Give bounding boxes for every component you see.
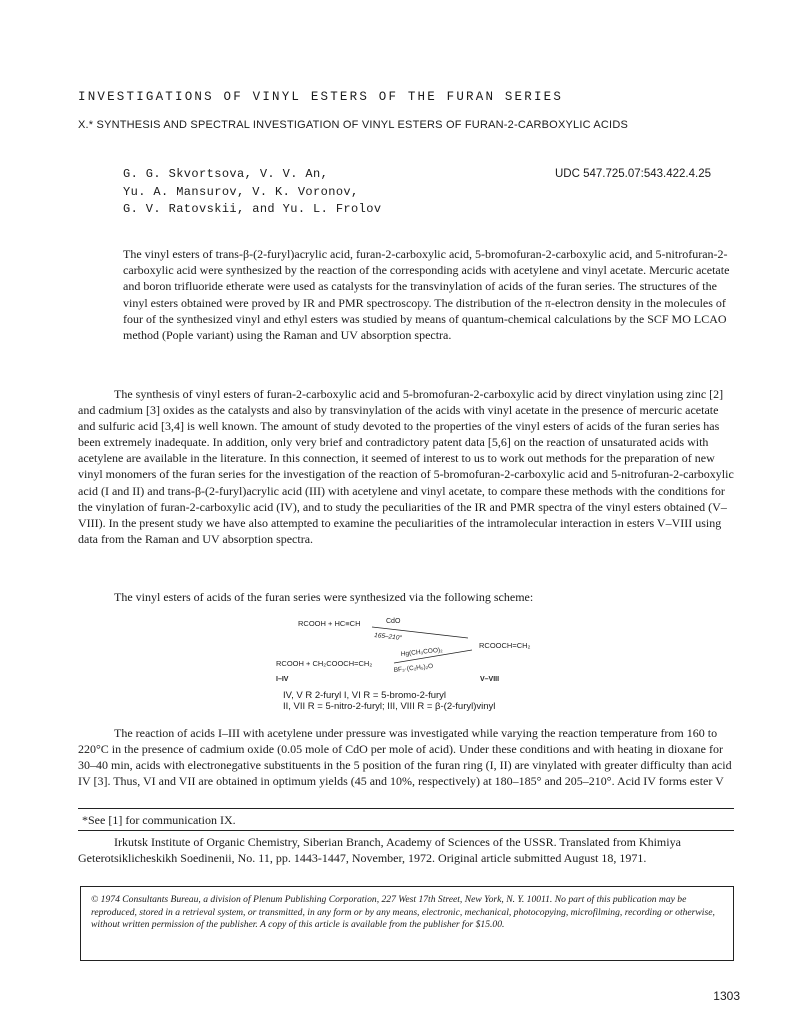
scheme-catalyst-cdo: CdO — [386, 618, 401, 625]
body-paragraph: The reaction of acids I–III with acetylene under pressure was investigated while varying the reaction temperature from 160 to 220°C in the presence of cadmium oxide (0.05 mole of CdO per mole of acid). Under these conditions and with heating in dioxane for 30–40 min, acids with electronegative substituents in the 5 position of the furan ring (I, II) are vinylated with greater difficulty than acid IV [3]. Thus, VI and VII are obtained in optimum yields (45 and 10%, respectively) at 180–185° and 205–210°. Acid IV forms ester V — [78, 726, 732, 789]
scheme-catalyst-hg: Hg(CH₃COO)₂ — [400, 646, 443, 658]
affiliation-divider — [78, 830, 734, 831]
scheme-reactant-2: RCOOH + CH₂COOCH=CH₂ — [276, 659, 373, 668]
affiliation-note: Irkutsk Institute of Organic Chemistry, Siberian Branch, Academy of Sciences of the USSR. Translated from Khimiya Geterotsiklicheskikh Soedinenii, No. 11, pp. 1443-1447, November, 1972. Original article submitted August 18, 1971. — [78, 835, 681, 866]
author-line: Yu. A. Mansurov, V. K. Voronov, — [123, 184, 359, 199]
scheme-intro: The vinyl esters of acids of the furan series were synthesized via the following scheme: — [114, 590, 534, 604]
scheme-label-products: V–VIII — [480, 676, 500, 683]
body-paragraph: The synthesis of vinyl esters of furan-2-carboxylic acid and 5-bromofuran-2-carboxylic acid by direct vinylation using zinc [2] and cadmium [3] oxides as the catalysts and also by transvinylation of the acids with vinyl acetate in the presence of mercuric acetate and sulfuric acid [3,4] is well known. The amount of study devoted to the properties of the vinyl esters of acids of the furan series has been extremely inadequate. In addition, only very brief and contradictory patent data [5,6] on the reaction of unsaturated acids with acetylene are available in the literature. In this connection, it seemed of interest to us to work out methods for the preparation of new vinyl monomers of the furan series for the investigation of the reaction of 5-bromofuran-2-carboxylic acid and 5-nitrofuran-2-carboxylic acid (I and II) and trans-β-(2-furyl)acrylic acid (III) with acetylene and vinyl acetate, to compare these methods with the conditions for the vinylation of furan-2-carboxylic acid (IV), and to study the peculiarities of the IR and PMR spectra of the vinyl esters obtained (V–VIII). In the present study we have also attempted to examine the peculiarities of the intramolecular interaction in esters V–VIII using data from the Raman and UV absorption spectra. — [78, 387, 734, 546]
scheme-catalyst-bf3: BF₃·(C₂H₅)₂O — [393, 662, 434, 674]
scheme-legend — [283, 690, 543, 712]
author-list — [123, 166, 453, 219]
series-title: INVESTIGATIONS OF VINYL ESTERS OF THE FURAN SERIES — [78, 90, 564, 104]
scheme-label-reactants: I–IV — [276, 676, 289, 683]
footnote-divider — [78, 808, 734, 809]
legend-line: IV, V R 2-furyl I, VI R = 5-bromo-2-furyl — [283, 690, 447, 701]
scheme-condition: 165–210° — [373, 632, 403, 642]
page-number: 1303 — [713, 989, 740, 1003]
scheme-reactant-1: RCOOH + HC≡CH — [298, 619, 361, 628]
author-line: G. V. Ratovskii, and Yu. L. Frolov — [123, 202, 382, 216]
udc-code: UDC 547.725.07:543.422.4.25 — [555, 168, 712, 180]
legend-line: II, VII R = 5-nitro-2-furyl; III, VIII R = β-(2-furyl)vinyl — [283, 701, 496, 712]
scheme-product: RCOOCH=CH₂ — [479, 641, 531, 650]
author-line: G. G. Skvortsova, V. V. An, — [123, 167, 329, 181]
footnote: *See [1] for communication IX. — [82, 813, 236, 827]
article-subtitle: X.* SYNTHESIS AND SPECTRAL INVESTIGATION OF VINYL ESTERS OF FURAN-2-CARBOXYLIC ACIDS — [78, 119, 628, 131]
abstract: The vinyl esters of trans-β-(2-furyl)acrylic acid, furan-2-carboxylic acid, 5-bromofuran-2-carboxylic acid, and 5-nitrofuran-2-carboxylic acid were synthesized by the reaction of the corresponding acids with acetylene and vinyl acetate. Mercuric acetate and boron trifluoride etherate were used as catalysts for the transvinylation of acids of the furan series. The structures of the vinyl esters obtained were proved by IR and PMR spectroscopy. The distribution of the π-electron density in the molecules of four of the synthesized vinyl and ethyl esters was studied by means of quantum-chemical calculations by the SCF MO LCAO method (Pople variant) using the Raman and UV absorption spectra. — [123, 247, 730, 343]
copyright-box: © 1974 Consultants Bureau, a division of Plenum Publishing Corporation, 227 West 17th Street, New York, N. Y. 10011. No part of this publication may be reproduced, stored in a retrieval system, or transmitted, in any form or by any means, electronic, mechanical, photocopying, microfilming, recording or otherwise, without written permission of the publisher. A copy of this article is available from the publisher for $15.00. — [80, 886, 734, 961]
